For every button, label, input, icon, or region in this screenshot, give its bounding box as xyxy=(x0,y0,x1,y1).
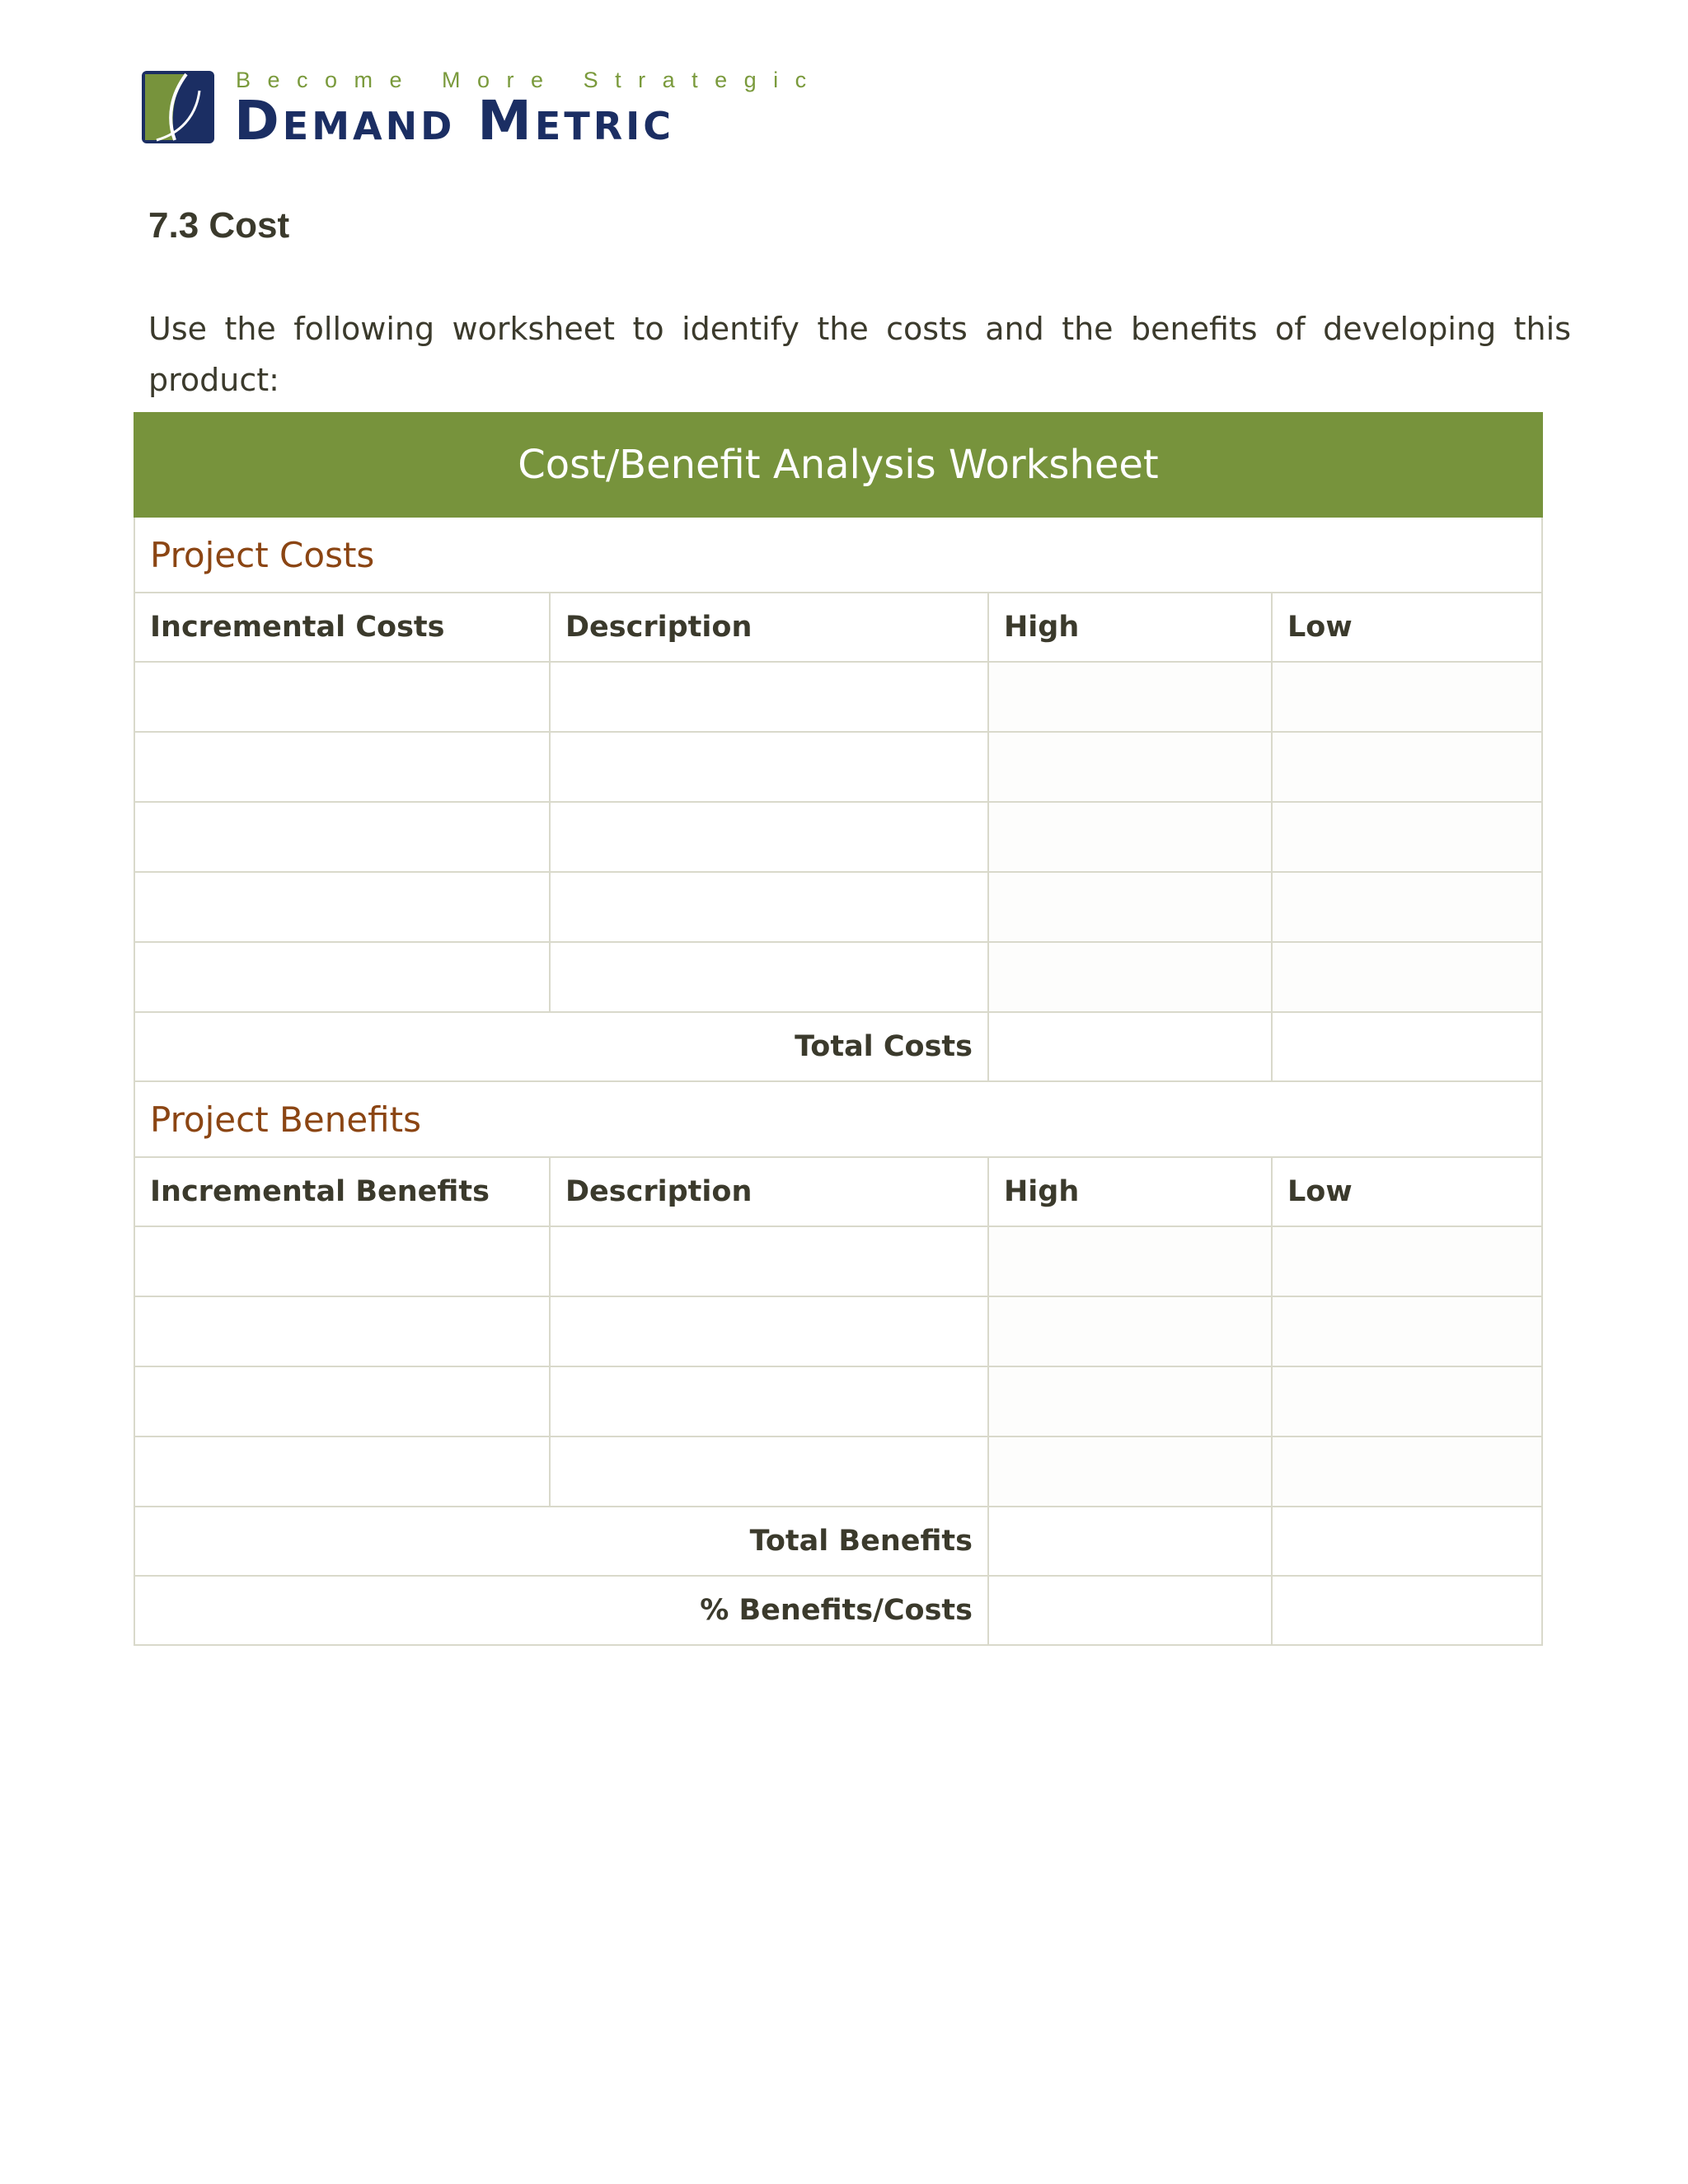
benefits-group-label: Project Benefits xyxy=(134,1081,1542,1157)
total-costs-label: Total Costs xyxy=(134,1012,988,1081)
total-benefits-high-cell[interactable] xyxy=(988,1507,1272,1576)
cost-low-cell[interactable] xyxy=(1272,942,1542,1012)
costs-group-row xyxy=(134,517,1542,593)
cost-high-cell[interactable] xyxy=(988,732,1272,802)
logo-tagline: Become More Strategic xyxy=(236,68,823,92)
benefit-high-cell[interactable] xyxy=(988,1226,1272,1296)
costs-col-low: Low xyxy=(1272,593,1542,662)
cost-row xyxy=(134,802,1542,872)
ratio-high-cell[interactable] xyxy=(988,1576,1272,1645)
costs-header-row xyxy=(134,593,1542,662)
cost-item-cell[interactable] xyxy=(134,942,550,1012)
costs-group-label: Project Costs xyxy=(134,517,1542,593)
cost-row xyxy=(134,662,1542,732)
total-costs-high-cell[interactable] xyxy=(988,1012,1272,1081)
logo-wordmark: Demand Metric xyxy=(234,89,675,152)
cost-low-cell[interactable] xyxy=(1272,662,1542,732)
benefits-col-high: High xyxy=(988,1157,1272,1226)
costs-col-high: High xyxy=(988,593,1272,662)
benefit-row xyxy=(134,1226,1542,1296)
cost-description-cell[interactable] xyxy=(550,662,988,732)
cost-benefit-worksheet xyxy=(134,412,1543,1646)
cost-low-cell[interactable] xyxy=(1272,802,1542,872)
costs-col-description: Description xyxy=(550,593,988,662)
worksheet-title-row xyxy=(134,413,1542,517)
cost-low-cell[interactable] xyxy=(1272,732,1542,802)
benefit-item-cell[interactable] xyxy=(134,1366,550,1436)
benefit-description-cell[interactable] xyxy=(550,1296,988,1366)
benefit-row xyxy=(134,1296,1542,1366)
benefits-col-low: Low xyxy=(1272,1157,1542,1226)
benefit-high-cell[interactable] xyxy=(988,1436,1272,1507)
benefit-high-cell[interactable] xyxy=(988,1296,1272,1366)
benefits-costs-ratio-row xyxy=(134,1576,1542,1645)
cost-item-cell[interactable] xyxy=(134,872,550,942)
benefits-col-incremental: Incremental Benefits xyxy=(134,1157,550,1226)
intro-paragraph: Use the following worksheet to identify the costs and the benefits of developing this product: xyxy=(148,311,1571,398)
section-heading: 7.3 Cost xyxy=(148,205,290,246)
benefit-item-cell[interactable] xyxy=(134,1226,550,1296)
benefit-low-cell[interactable] xyxy=(1272,1436,1542,1507)
cost-row xyxy=(134,872,1542,942)
benefit-row xyxy=(134,1366,1542,1436)
ratio-low-cell[interactable] xyxy=(1272,1576,1542,1645)
demand-metric-logo-icon xyxy=(142,71,214,143)
cost-description-cell[interactable] xyxy=(550,732,988,802)
cost-high-cell[interactable] xyxy=(988,662,1272,732)
cost-description-cell[interactable] xyxy=(550,802,988,872)
cost-description-cell[interactable] xyxy=(550,942,988,1012)
costs-col-incremental: Incremental Costs xyxy=(134,593,550,662)
cost-high-cell[interactable] xyxy=(988,872,1272,942)
benefits-costs-ratio-label: % Benefits/Costs xyxy=(134,1576,988,1645)
cost-row xyxy=(134,732,1542,802)
cost-high-cell[interactable] xyxy=(988,942,1272,1012)
total-benefits-low-cell[interactable] xyxy=(1272,1507,1542,1576)
total-benefits-label: Total Benefits xyxy=(134,1507,988,1576)
cost-item-cell[interactable] xyxy=(134,802,550,872)
total-benefits-row xyxy=(134,1507,1542,1576)
benefit-low-cell[interactable] xyxy=(1272,1296,1542,1366)
benefit-description-cell[interactable] xyxy=(550,1226,988,1296)
cost-item-cell[interactable] xyxy=(134,732,550,802)
cost-high-cell[interactable] xyxy=(988,802,1272,872)
demand-metric-logo xyxy=(142,66,823,152)
benefit-high-cell[interactable] xyxy=(988,1366,1272,1436)
benefit-description-cell[interactable] xyxy=(550,1366,988,1436)
cost-low-cell[interactable] xyxy=(1272,872,1542,942)
benefit-low-cell[interactable] xyxy=(1272,1366,1542,1436)
cost-description-cell[interactable] xyxy=(550,872,988,942)
benefit-item-cell[interactable] xyxy=(134,1296,550,1366)
benefit-item-cell[interactable] xyxy=(134,1436,550,1507)
benefits-col-description: Description xyxy=(550,1157,988,1226)
benefit-description-cell[interactable] xyxy=(550,1436,988,1507)
benefits-group-row xyxy=(134,1081,1542,1157)
total-costs-low-cell[interactable] xyxy=(1272,1012,1542,1081)
worksheet-title: Cost/Benefit Analysis Worksheet xyxy=(134,413,1542,517)
cost-row xyxy=(134,942,1542,1012)
total-costs-row xyxy=(134,1012,1542,1081)
benefit-row xyxy=(134,1436,1542,1507)
cost-item-cell[interactable] xyxy=(134,662,550,732)
benefits-header-row xyxy=(134,1157,1542,1226)
benefit-low-cell[interactable] xyxy=(1272,1226,1542,1296)
